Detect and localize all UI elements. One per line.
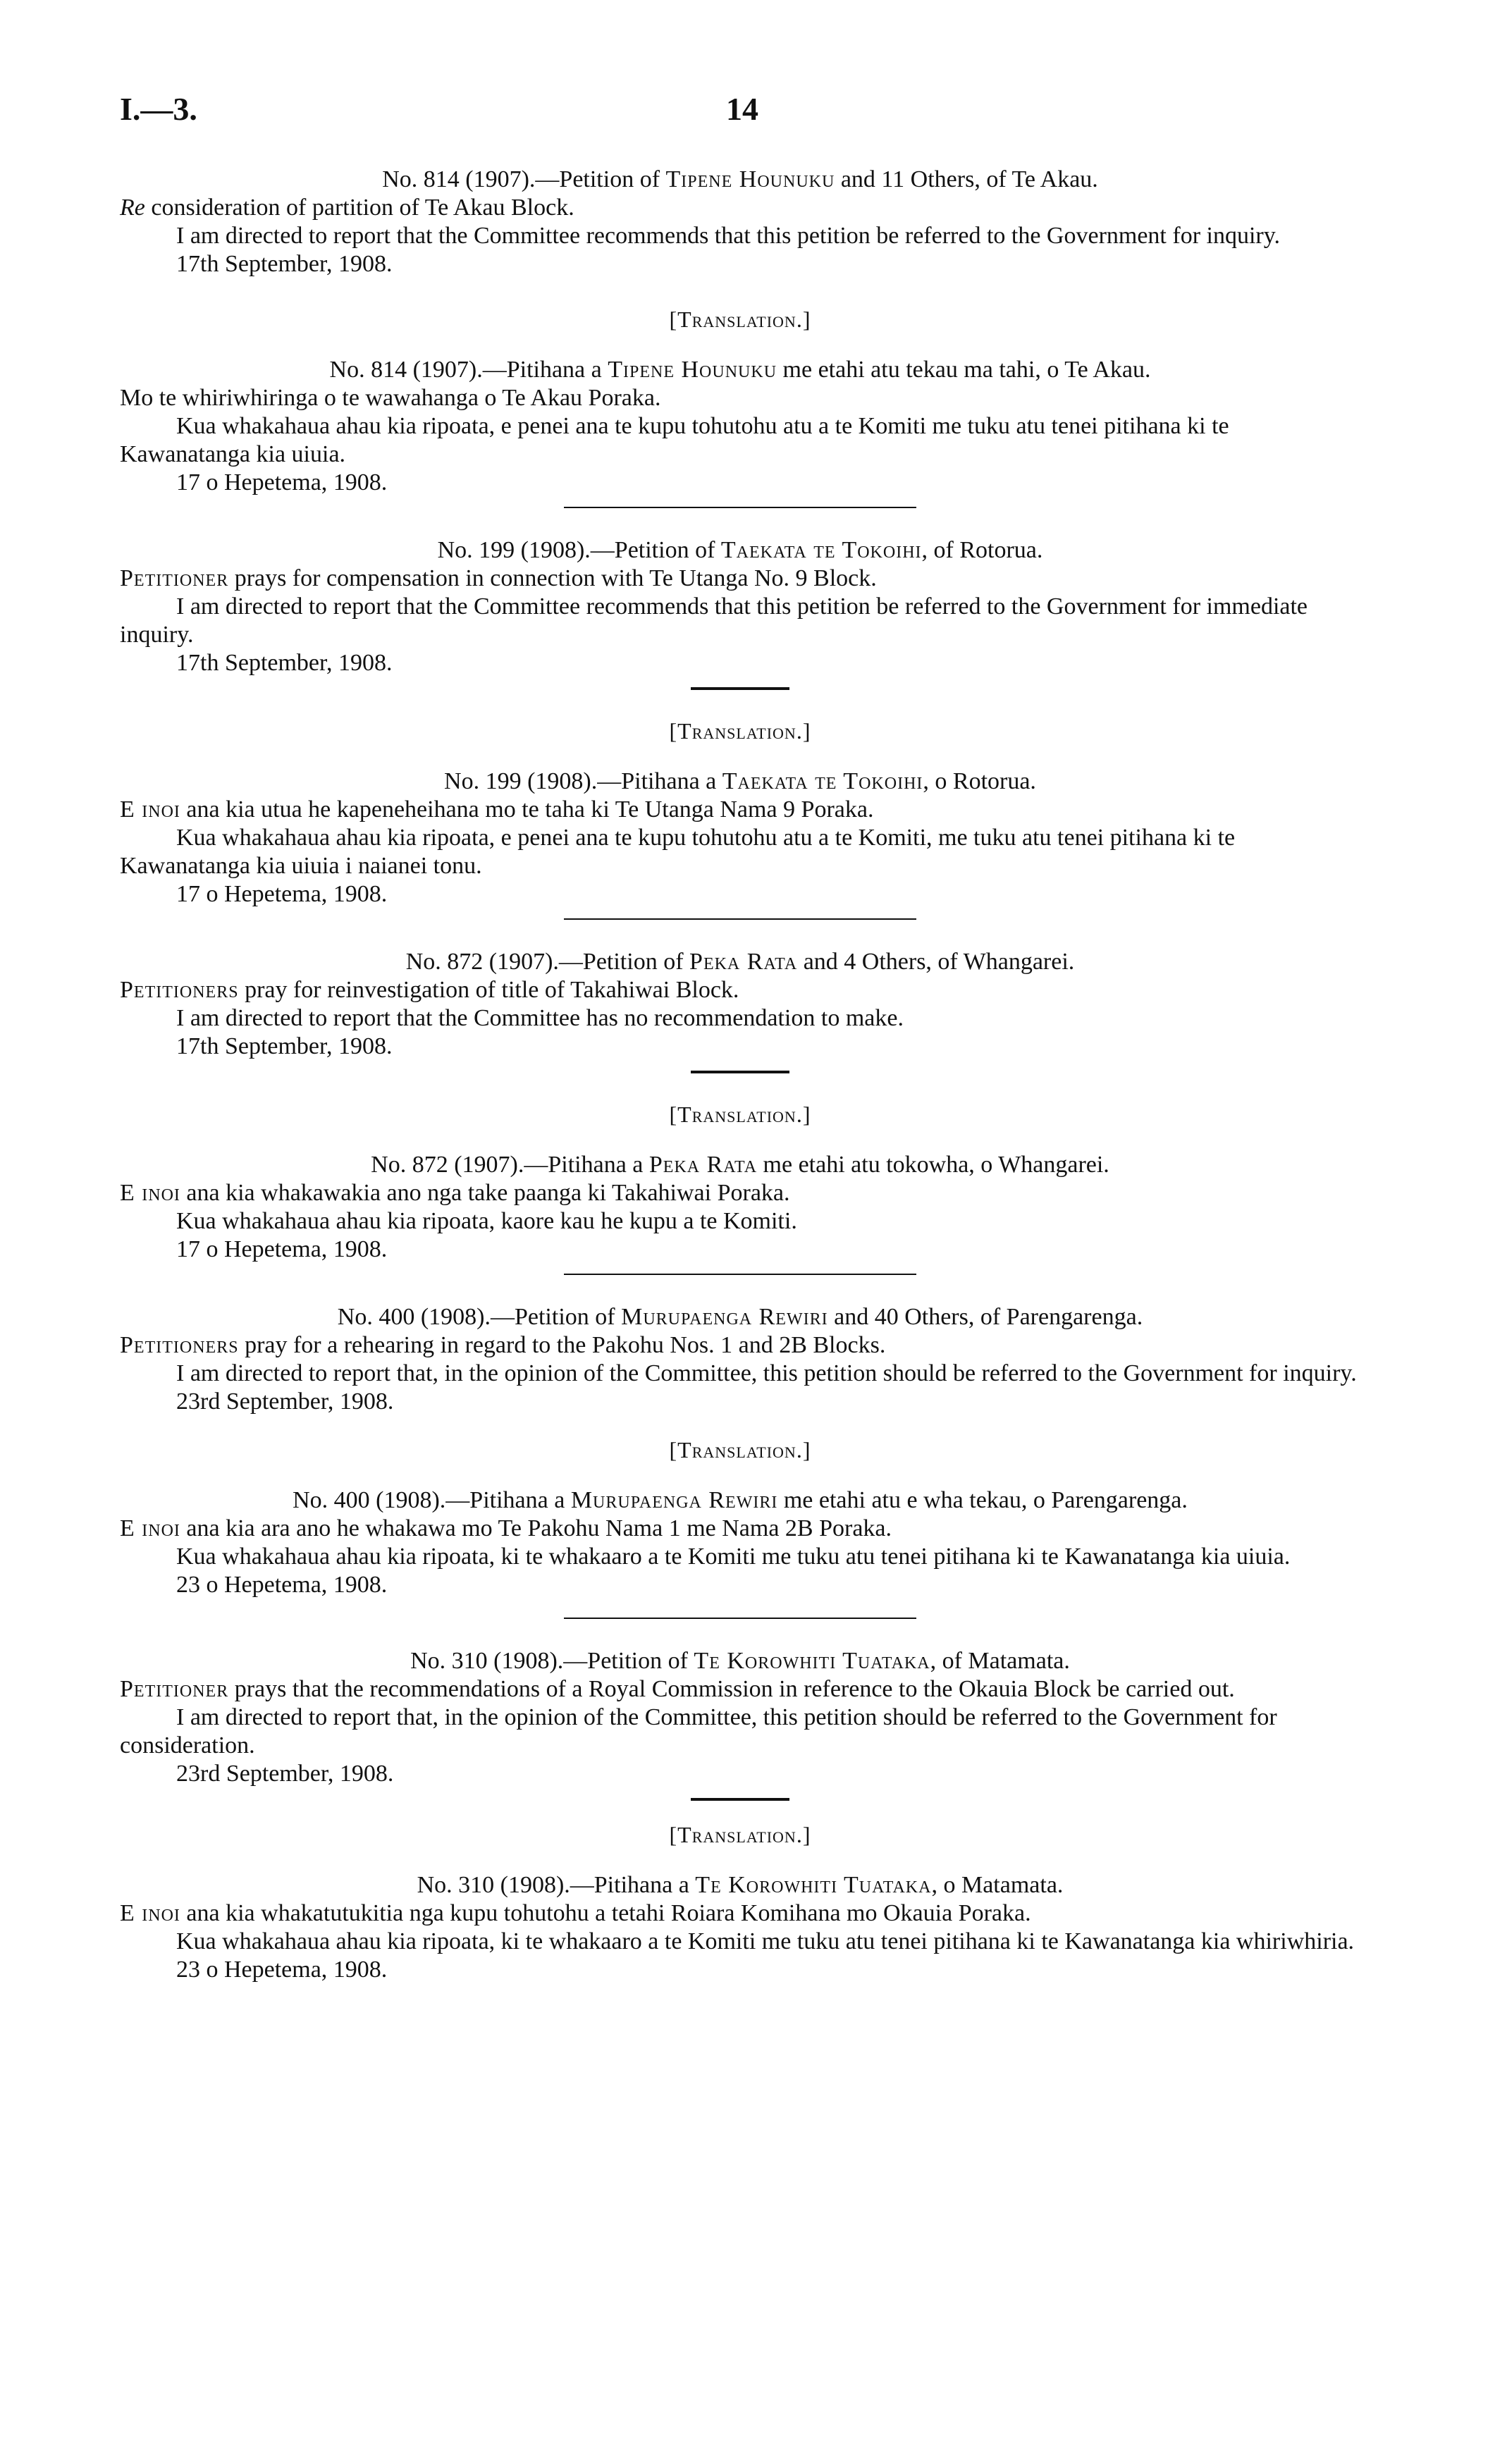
petitioner-name: Murupaenga Rewiri	[621, 1304, 828, 1330]
committee-report: I am directed to report that the Committee recommends that this petition be referred to the Government for immediate inquiry.	[120, 593, 1308, 648]
translation-date: 17 o Hepetema, 1908.	[176, 881, 388, 907]
translation-label: [Translation.]	[669, 1102, 811, 1127]
section-divider	[564, 1618, 916, 1619]
translation-title: No. 814 (1907).—Pitihana a Tipene Hounuku me etahi atu tekau ma tahi, o Te Akau.	[329, 357, 1151, 383]
petition-entry	[120, 166, 1360, 508]
translation-date: 17 o Hepetema, 1908.	[176, 1236, 388, 1262]
petition-title: No. 400 (1908).—Petition of Murupaenga Rewiri and 40 Others, of Parengarenga.	[337, 1304, 1143, 1330]
petition-subject: Petitioner prays that the recommendations of a Royal Commission in reference to the Okauia Block be carried out.	[120, 1676, 1235, 1702]
document-body	[120, 166, 1360, 1998]
report-date: 23rd September, 1908.	[176, 1388, 394, 1415]
petitioner-name: Tipene Hounuku	[665, 166, 835, 192]
section-divider	[564, 507, 916, 508]
petition-title: No. 310 (1908).—Petition of Te Korowhiti Tuataka, of Matamata.	[410, 1648, 1070, 1674]
translation-subject: E inoi ana kia ara ano he whakawa mo Te Pakohu Nama 1 me Nama 2B Poraka.	[120, 1515, 892, 1541]
page-number: 14	[726, 91, 758, 127]
section-divider	[691, 1798, 789, 1801]
translation-subject: E inoi ana kia whakawakia ano nga take paanga ki Takahiwai Poraka.	[120, 1180, 790, 1206]
petition-subject: Petitioners pray for a rehearing in regard to the Pakohu Nos. 1 and 2B Blocks.	[120, 1332, 886, 1358]
committee-report: I am directed to report that the Committee has no recommendation to make.	[176, 1005, 904, 1031]
document-reference: I.—3.	[120, 91, 197, 127]
translation-label: [Translation.]	[669, 1437, 811, 1462]
section-divider	[691, 1071, 789, 1073]
translation-title: No. 400 (1908).—Pitihana a Murupaenga Rewiri me etahi atu e wha tekau, o Parengarenga.	[293, 1487, 1188, 1513]
report-date: 23rd September, 1908.	[176, 1761, 394, 1787]
translation-title: No. 310 (1908).—Pitihana a Te Korowhiti Tuataka, o Matamata.	[417, 1872, 1064, 1898]
translation-subject: E inoi ana kia utua he kapeneheihana mo te taha ki Te Utanga Nama 9 Poraka.	[120, 796, 874, 823]
report-date: 17th September, 1908.	[176, 650, 393, 676]
petition-entry	[120, 1303, 1360, 1619]
committee-report: I am directed to report that, in the opinion of the Committee, this petition should be referred to the Government for consideration.	[120, 1704, 1277, 1758]
section-divider	[691, 687, 789, 690]
page-header	[120, 90, 1360, 133]
translation-report: Kua whakahaua ahau kia ripoata, ki te whakaaro a te Komiti me tuku atu tenei pitihana ki te Kawanatanga kia whiriwhiria.	[176, 1928, 1355, 1954]
translation-title: No. 872 (1907).—Pitihana a Peka Rata me etahi atu tokowha, o Whangarei.	[371, 1152, 1109, 1178]
committee-report: I am directed to report that, in the opinion of the Committee, this petition should be referred to the Government for inquiry.	[176, 1360, 1357, 1386]
translation-label: [Translation.]	[669, 718, 811, 744]
report-date: 17th September, 1908.	[176, 251, 393, 277]
translation-report: Kua whakahaua ahau kia ripoata, ki te whakaaro a te Komiti me tuku atu tenei pitihana ki te Kawanatanga kia uiuia.	[176, 1544, 1291, 1570]
petition-entry	[120, 1647, 1360, 1984]
petitioner-name: Peka Rata	[689, 949, 798, 975]
petition-title: No. 814 (1907).—Petition of Tipene Hounuku and 11 Others, of Te Akau.	[382, 166, 1098, 192]
translation-date: 23 o Hepetema, 1908.	[176, 1572, 388, 1598]
petition-subject: Petitioners pray for reinvestigation of title of Takahiwai Block.	[120, 977, 739, 1003]
petition-subject: Re consideration of partition of Te Akau Block.	[120, 195, 574, 221]
translation-label: [Translation.]	[669, 1822, 811, 1847]
translation-date: 23 o Hepetema, 1908.	[176, 1957, 388, 1983]
section-divider	[564, 1274, 916, 1275]
translation-subject: Mo te whiriwhiringa o te wawahanga o Te Akau Poraka.	[120, 385, 661, 411]
translation-report: Kua whakahaua ahau kia ripoata, kaore kau he kupu a te Komiti.	[176, 1208, 797, 1234]
petition-subject: Petitioner prays for compensation in connection with Te Utanga No. 9 Block.	[120, 565, 877, 591]
translation-report: Kua whakahaua ahau kia ripoata, e penei ana te kupu tohutohu atu a te Komiti, me tuku atu tenei pitihana ki te Kawanatanga kia uiuia i naianei tonu.	[120, 825, 1236, 879]
section-divider	[564, 918, 916, 920]
petition-entry	[120, 536, 1360, 920]
petition-title: No. 199 (1908).—Petition of Taekata te Tokoihi, of Rotorua.	[437, 537, 1043, 563]
translation-subject: E inoi ana kia whakatutukitia nga kupu tohutohu a tetahi Roiara Komihana mo Okauia Poraka.	[120, 1900, 1031, 1926]
petitioner-name: Taekata te Tokoihi	[720, 537, 922, 563]
translation-title: No. 199 (1908).—Pitihana a Taekata te Tokoihi, o Rotorua.	[444, 768, 1036, 794]
translation-label: [Translation.]	[669, 307, 811, 332]
translation-report: Kua whakahaua ahau kia ripoata, e penei ana te kupu tohutohu atu a te Komiti me tuku atu tenei pitihana ki te Kawanatanga kia uiuia.	[120, 413, 1229, 467]
translation-date: 17 o Hepetema, 1908.	[176, 469, 388, 495]
report-date: 17th September, 1908.	[176, 1033, 393, 1059]
committee-report: I am directed to report that the Committee recommends that this petition be referred to the Government for inquiry.	[176, 223, 1281, 249]
petition-entry	[120, 948, 1360, 1275]
petition-title: No. 872 (1907).—Petition of Peka Rata and 4 Others, of Whangarei.	[405, 949, 1075, 975]
petitioner-name: Te Korowhiti Tuataka	[694, 1648, 930, 1674]
